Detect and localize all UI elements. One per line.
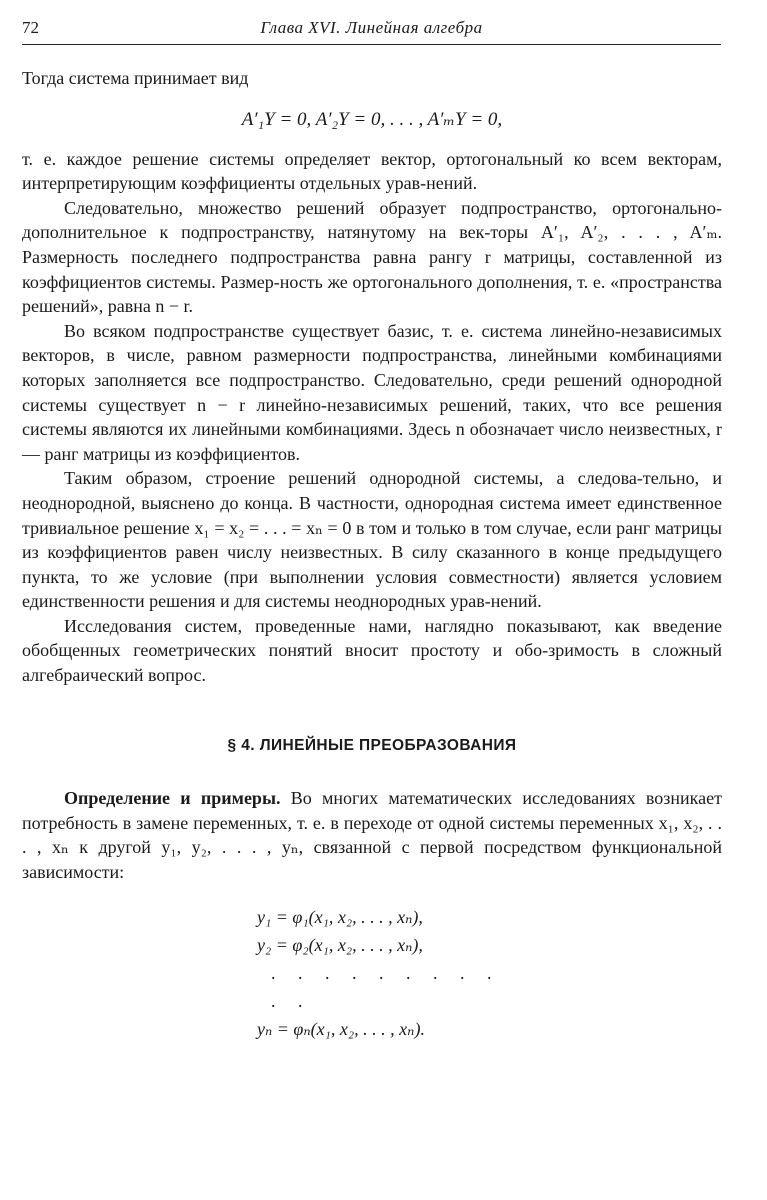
- equation-line-2: y₂ = φ₂(x₁, x₂, . . . , xₙ),: [257, 934, 423, 955]
- chapter-title: Глава XVI. Линейная алгебра: [260, 18, 483, 37]
- paragraph-definition: [22, 786, 722, 884]
- page-number: 72: [22, 18, 39, 37]
- equation-ellipsis-row: . . . . . . . . . . .: [271, 962, 501, 1011]
- paragraph-subspace: Следовательно, множество решений образует подпространство, ортогонально-дополнительное к подпространству, натянутому на век-торы A′₁, A′₂, . . . , A′ₘ. Размерность последнего подпространства равна рангу r матрицы, составленной из коэффициентов системы. Размер-ность же ортогонального дополнения, т. е. «пространства решений», равна n − r.: [22, 197, 722, 317]
- paragraph-structure: Таким образом, строение решений однородной системы, а следова-тельно, и неоднородной, выяснено до конца. В частности, однородная система имеет единственное тривиальное решение x₁ = x₂ = . . . = xₙ = 0 в том и только в том случае, если ранг матрицы из коэффициентов равен числу неизвестных. В силу сказанного в конце предыдущего пункта, то же условие (при выполнении условия совместности) является условием единственности решения и для системы неоднородных урав-нений.: [22, 468, 722, 612]
- paragraph-conclusion: Исследования систем, проведенные нами, наглядно показывают, как введение обобщенных геометрических понятий вносит простоту и обо-зримость в сложный алгебраический вопрос.: [22, 615, 722, 686]
- paragraph-basis: Во всяком подпространстве существует базис, т. е. система линейно-независимых векторов, в числе, равном размерности подпространства, линейными комбинациями которых заполняется все подпространство. Следовательно, среди решений однородной системы существует n − r линейно-независимых решений, таких, что все решения системы являются их линейными комбинациями. Здесь n обозначает число неизвестных, r — ранг матрицы из коэффициентов.: [22, 320, 722, 464]
- run-in-title: Определение и примеры.: [64, 788, 281, 809]
- page-body: [22, 66, 722, 1043]
- equation-line-1: y₁ = φ₁(x₁, x₂, . . . , xₙ),: [257, 906, 423, 927]
- equation-line-n: yₙ = φₙ(x₁, x₂, . . . , xₙ).: [257, 1018, 425, 1039]
- paragraph-solution-vector: т. е. каждое решение системы определяет вектор, ортогональный ко всем векторам, интерпретирующим коэффициенты отдельных урав-нений.: [22, 148, 722, 194]
- running-head: [22, 18, 721, 45]
- paragraph-intro: Тогда система принимает вид: [22, 68, 249, 88]
- definition-text: Во многих математических исследованиях возникает потребность в замене переменных, т. е. в переходе от одной системы переменных x₁, x₂, . . . , xₙ к другой y₁, y₂, . . . , yₙ, связанной с первой посредством функциональной зависимости:: [22, 788, 722, 883]
- formula-orthogonality: A′₁Y = 0, A′₂Y = 0, . . . , A′ₘY = 0,: [241, 108, 503, 130]
- equation-system: [227, 903, 517, 1043]
- section-heading: § 4. ЛИНЕЙНЫЕ ПРЕОБРАЗОВАНИЯ: [227, 736, 517, 754]
